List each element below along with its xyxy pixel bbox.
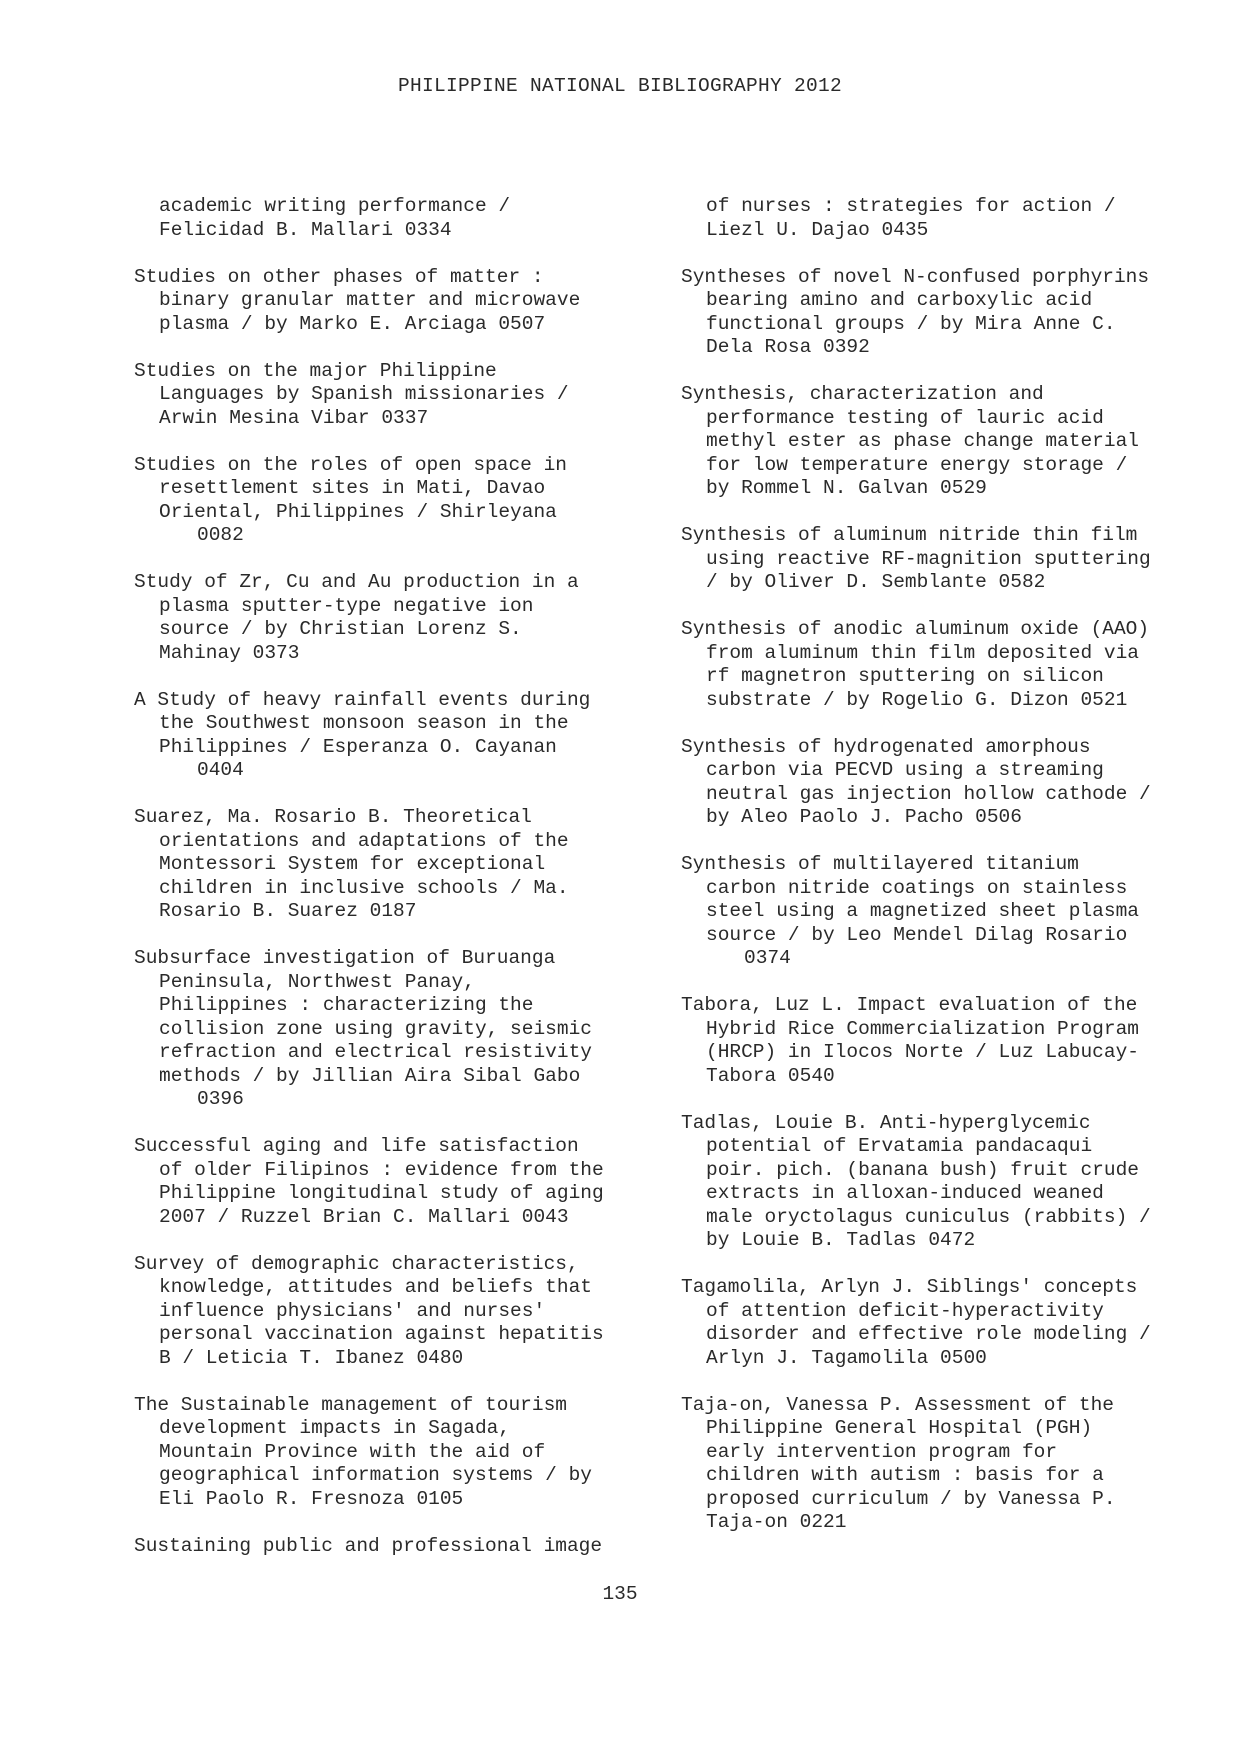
entry-line: by Rommel N. Galvan 0529 xyxy=(706,477,987,499)
entry-line: Hybrid Rice Commercialization Program xyxy=(706,1017,1139,1040)
page-header: PHILIPPINE NATIONAL BIBLIOGRAPHY 2012 xyxy=(397,75,843,97)
entry-line: geographical information systems / by xyxy=(159,1464,592,1486)
bibliography-entry xyxy=(681,853,1191,971)
entry-line: binary granular matter and microwave xyxy=(159,289,581,311)
entry-line: carbon nitride coatings on stainless xyxy=(706,876,1128,899)
page-number: 135 xyxy=(602,1583,638,1605)
entry-line: 2007 / Ruzzel Brian C. Mallari 0043 xyxy=(159,1205,569,1228)
entry-line: The Sustainable management of tourism xyxy=(134,1393,567,1416)
entry-line: Philippine longitudinal study of aging xyxy=(159,1182,604,1204)
entry-line: Philippines / Esperanza O. Cayanan xyxy=(159,735,557,758)
entry-line: potential of Ervatamia pandacaqui xyxy=(706,1135,1093,1157)
entry-line: neutral gas injection hollow cathode / xyxy=(706,782,1151,805)
bibliography-entry xyxy=(681,195,1191,242)
entry-line: Syntheses of novel N-confused porphyrins xyxy=(681,265,1150,288)
bibliography-entry xyxy=(134,1253,644,1371)
entry-line: orientations and adaptations of the xyxy=(159,829,569,852)
entry-line: Survey of demographic characteristics, xyxy=(134,1252,579,1275)
bibliography-entry xyxy=(134,1135,644,1229)
entry-line: Tabora, Luz L. Impact evaluation of the xyxy=(681,994,1138,1016)
entry-line: / by Oliver D. Semblante 0582 xyxy=(706,571,1046,593)
entry-line: Philippine General Hospital (PGH) xyxy=(706,1417,1093,1439)
entry-line: steel using a magnetized sheet plasma xyxy=(706,900,1139,922)
entry-line: Tadlas, Louie B. Anti-hyperglycemic xyxy=(681,1111,1091,1134)
entry-line: Tabora 0540 xyxy=(706,1064,835,1087)
bibliography-entry xyxy=(134,1394,644,1512)
entry-line: functional groups / by Mira Anne C. xyxy=(706,312,1116,335)
bibliography-entry xyxy=(681,1394,1191,1535)
entry-line: Studies on the major Philippine xyxy=(134,359,497,382)
entry-line: Taja-on 0221 xyxy=(706,1511,847,1533)
entry-line: refraction and electrical resistivity xyxy=(159,1041,592,1063)
entry-line: for low temperature energy storage / xyxy=(706,453,1128,476)
entry-line: 0396 xyxy=(197,1088,244,1110)
entry-line: of attention deficit-hyperactivity xyxy=(706,1299,1104,1322)
entry-line: rf magnetron sputtering on silicon xyxy=(706,665,1104,687)
entry-line: extracts in alloxan-induced weaned xyxy=(706,1182,1104,1204)
entry-line: proposed curriculum / by Vanessa P. xyxy=(706,1487,1116,1510)
entry-line: Synthesis of anodic aluminum oxide (AAO) xyxy=(681,618,1150,640)
bibliography-entry xyxy=(681,1112,1191,1253)
entry-line: collision zone using gravity, seismic xyxy=(159,1017,592,1040)
entry-line: plasma sputter-type negative ion xyxy=(159,594,534,617)
entry-line: Languages by Spanish missionaries / xyxy=(159,383,569,405)
entry-line: of nurses : strategies for action / xyxy=(706,195,1116,217)
bibliography-entry xyxy=(681,994,1191,1088)
entry-line: Synthesis of multilayered titanium xyxy=(681,853,1079,875)
entry-line: Arlyn J. Tagamolila 0500 xyxy=(706,1346,987,1369)
entry-line: Synthesis, characterization and xyxy=(681,383,1044,405)
entry-line: by Aleo Paolo J. Pacho 0506 xyxy=(706,806,1022,828)
entry-line: Liezl U. Dajao 0435 xyxy=(706,218,929,241)
entry-line: Studies on other phases of matter : xyxy=(134,265,544,288)
entry-line: Arwin Mesina Vibar 0337 xyxy=(159,406,429,429)
entry-line: Mountain Province with the aid of xyxy=(159,1440,546,1463)
entry-line: children with autism : basis for a xyxy=(706,1464,1104,1486)
entry-line: methods / by Jillian Aira Sibal Gabo xyxy=(159,1064,581,1087)
entry-line: Oriental, Philippines / Shirleyana xyxy=(159,500,557,523)
entry-line: Montessori System for exceptional xyxy=(159,853,546,875)
bibliography-entry xyxy=(681,266,1191,360)
bibliography-entry xyxy=(134,947,644,1112)
entry-line: male oryctolagus cuniculus (rabbits) / xyxy=(706,1205,1151,1228)
entry-line: development impacts in Sagada, xyxy=(159,1417,511,1439)
entry-line: knowledge, attitudes and beliefs that xyxy=(159,1276,592,1298)
entry-line: using reactive RF-magnition sputtering xyxy=(706,547,1151,570)
entry-line: B / Leticia T. Ibanez 0480 xyxy=(159,1346,464,1369)
left-column xyxy=(134,195,644,1582)
entry-line: resettlement sites in Mati, Davao xyxy=(159,477,546,499)
entry-line: Synthesis of aluminum nitride thin film xyxy=(681,524,1138,546)
entry-line: Studies on the roles of open space in xyxy=(134,453,567,476)
entry-line: (HRCP) in Ilocos Norte / Luz Labucay- xyxy=(706,1041,1139,1063)
entry-line: Tagamolila, Arlyn J. Siblings' concepts xyxy=(681,1276,1138,1298)
entry-line: the Southwest monsoon season in the xyxy=(159,712,569,734)
bibliography-entry xyxy=(681,1276,1191,1370)
entry-line: Suarez, Ma. Rosario B. Theoretical xyxy=(134,806,532,828)
entry-line: Sustaining public and professional image xyxy=(134,1534,603,1557)
bibliography-entry xyxy=(681,383,1191,501)
entry-line: bearing amino and carboxylic acid xyxy=(706,289,1093,311)
entry-line: Philippines : characterizing the xyxy=(159,994,534,1016)
entry-line: from aluminum thin film deposited via xyxy=(706,641,1139,664)
entry-line: methyl ester as phase change material xyxy=(706,430,1139,452)
entry-line: source / by Christian Lorenz S. xyxy=(159,618,522,640)
entry-line: personal vaccination against hepatitis xyxy=(159,1323,604,1345)
entry-line: Synthesis of hydrogenated amorphous xyxy=(681,735,1091,758)
entry-line: academic writing performance / xyxy=(159,195,511,217)
bibliography-entry xyxy=(681,736,1191,830)
entry-line: Rosario B. Suarez 0187 xyxy=(159,900,417,922)
entry-line: substrate / by Rogelio G. Dizon 0521 xyxy=(706,688,1128,711)
entry-line: poir. pich. (banana bush) fruit crude xyxy=(706,1158,1139,1181)
entry-line: disorder and effective role modeling / xyxy=(706,1323,1151,1345)
entry-line: 0404 xyxy=(197,759,244,781)
entry-line: Subsurface investigation of Buruanga xyxy=(134,947,556,969)
entry-line: Mahinay 0373 xyxy=(159,641,300,664)
entry-line: Peninsula, Northwest Panay, xyxy=(159,970,475,993)
entry-line: carbon via PECVD using a streaming xyxy=(706,759,1104,781)
entry-line: of older Filipinos : evidence from the xyxy=(159,1158,604,1181)
entry-line: early intervention program for xyxy=(706,1440,1058,1463)
entry-line: Successful aging and life satisfaction xyxy=(134,1135,579,1157)
right-column xyxy=(681,195,1191,1558)
bibliography-entry xyxy=(681,618,1191,712)
entry-line: 0374 xyxy=(744,947,791,969)
entry-line: by Louie B. Tadlas 0472 xyxy=(706,1229,976,1251)
entry-line: Taja-on, Vanessa P. Assessment of the xyxy=(681,1393,1114,1416)
bibliography-entry xyxy=(134,571,644,665)
entry-line: Study of Zr, Cu and Au production in a xyxy=(134,571,579,593)
bibliography-entry xyxy=(134,806,644,924)
entry-line: plasma / by Marko E. Arciaga 0507 xyxy=(159,312,546,335)
entry-line: Dela Rosa 0392 xyxy=(706,336,870,358)
bibliography-entry xyxy=(134,1535,644,1559)
entry-line: Eli Paolo R. Fresnoza 0105 xyxy=(159,1487,464,1510)
bibliography-entry xyxy=(134,266,644,337)
entry-line: source / by Leo Mendel Dilag Rosario xyxy=(706,923,1128,946)
bibliography-entry xyxy=(681,524,1191,595)
entry-line: performance testing of lauric acid xyxy=(706,406,1104,429)
bibliography-entry xyxy=(134,360,644,431)
bibliography-entry xyxy=(134,454,644,548)
entry-line: children in inclusive schools / Ma. xyxy=(159,876,569,899)
bibliography-entry xyxy=(134,195,644,242)
entry-line: 0082 xyxy=(197,524,244,546)
entry-line: influence physicians' and nurses' xyxy=(159,1299,546,1322)
entry-line: Felicidad B. Mallari 0334 xyxy=(159,218,452,241)
bibliography-entry xyxy=(134,689,644,783)
entry-line: A Study of heavy rainfall events during xyxy=(134,688,591,711)
